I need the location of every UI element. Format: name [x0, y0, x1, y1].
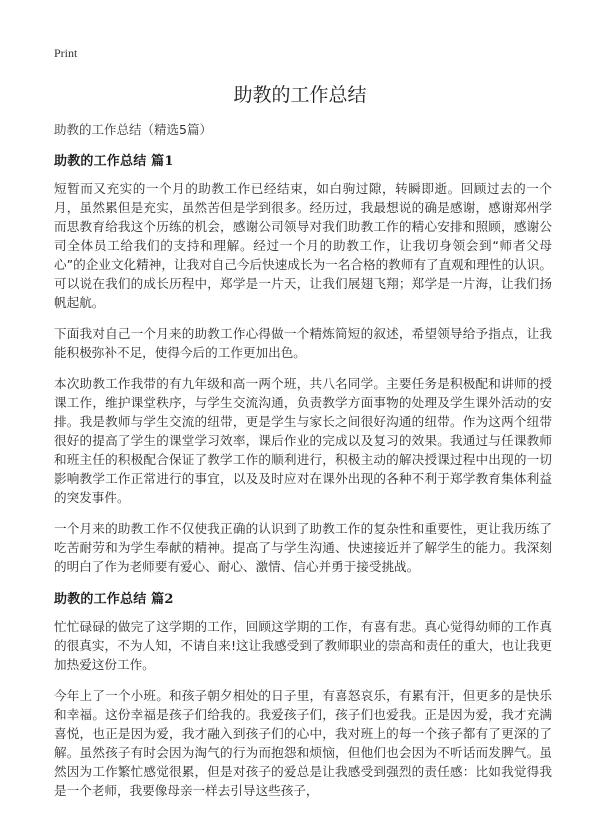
paragraph: 下面我对自己一个月来的助教工作心得做一个精炼简短的叙述，希望领导给予指点，让我能积极弥补不足，使得今后的工作更加出色。 [54, 326, 552, 360]
section-2 [54, 588, 552, 800]
paragraph: 短暂而又充实的一个月的助教工作已经结束，如白驹过隙，转瞬即逝。回顾过去的一个月，虽然累但是充实，虽然苦但是学到很多。经历过，我最想说的确是感谢，感谢郑州学而思教育给我这个历练的机会，感谢公司领导对我们助教工作的精心安排和照顾，感谢公司全体员工给我们的支持和理解。经过一个月的助教工作，让我切身领会到“师者父母心”的企业文化精神，让我对自己今后快速成长为一名合格的教师有了直观和理性的认识。可以说在我们的成长历程中，郑学是一片天，让我们展翅飞翔；郑学是一片海，让我们扬帆起航。 [54, 181, 552, 310]
print-label[interactable]: Print [54, 46, 78, 60]
page-title: 助教的工作总结 [233, 84, 367, 106]
paragraph: 忙忙碌碌的做完了这学期的工作，回顾这学期的工作，有喜有悲。真心觉得幼师的工作真的很真实，不为人知，不请自来!这让我感受到了教师职业的崇高和责任的重大，也让我更加热爱这份工作。 [54, 619, 552, 672]
paragraph: 本次助教工作我带的有九年级和高一两个班，共八名同学。主要任务是积极配和讲师的授课工作，维护课堂秩序，与学生交流沟通，负责教学方面事物的处理及学生课外活动的安排。我是教师与学生交流的纽带，更是学生与家长之间很好沟通的纽带。作为这两个纽带很好的提高了学生的课堂学习效率，课后作业的完成以及复习的效果。我通过与任课教师和班主任的积极配合保证了教学工作的顺利进行，积极主动的解决授课过程中出现的一切影响教学工作正常进行的事宜，以及及时应对在课外出现的各种不利于郑学教育集体利益的突发事件。 [54, 376, 552, 505]
paragraph: 一个月来的助教工作不仅使我正确的认识到了助教工作的复杂性和重要性，更让我历练了吃苦耐劳和为学生奉献的精神。提高了与学生沟通、快速接近并了解学生的能力。我深刻的明白了作为老师要有爱心、耐心、激情、信心并勇于接受挑战。 [54, 521, 552, 574]
section-heading: 助教的工作总结 篇1 [54, 154, 174, 169]
paragraph: 今年上了一个小班。和孩子朝夕相处的日子里，有喜怒哀乐，有累有汗，但更多的是快乐和幸福。这份幸福是孩子们给我的。我爱孩子们，孩子们也爱我。正是因为爱，我才充满喜悦，也正是因为爱，我才融入到孩子们的心中，我对班上的每一个孩子都有了更深的了解。虽然孩子有时会因为淘气的行为而抱怨和烦恼，但他们也会因为不听话而发脾气。虽然因为工作繁忙感觉很累，但是对孩子的爱总是让我感受到强烈的责任感：比如我觉得我是一个老师，我要像母亲一样去引导这些孩子， [54, 688, 552, 798]
document-subtitle: 助教的工作总结（精选5篇） [54, 122, 212, 137]
document-body [54, 150, 552, 800]
section-heading: 助教的工作总结 篇2 [54, 592, 174, 607]
section-1 [54, 150, 552, 576]
